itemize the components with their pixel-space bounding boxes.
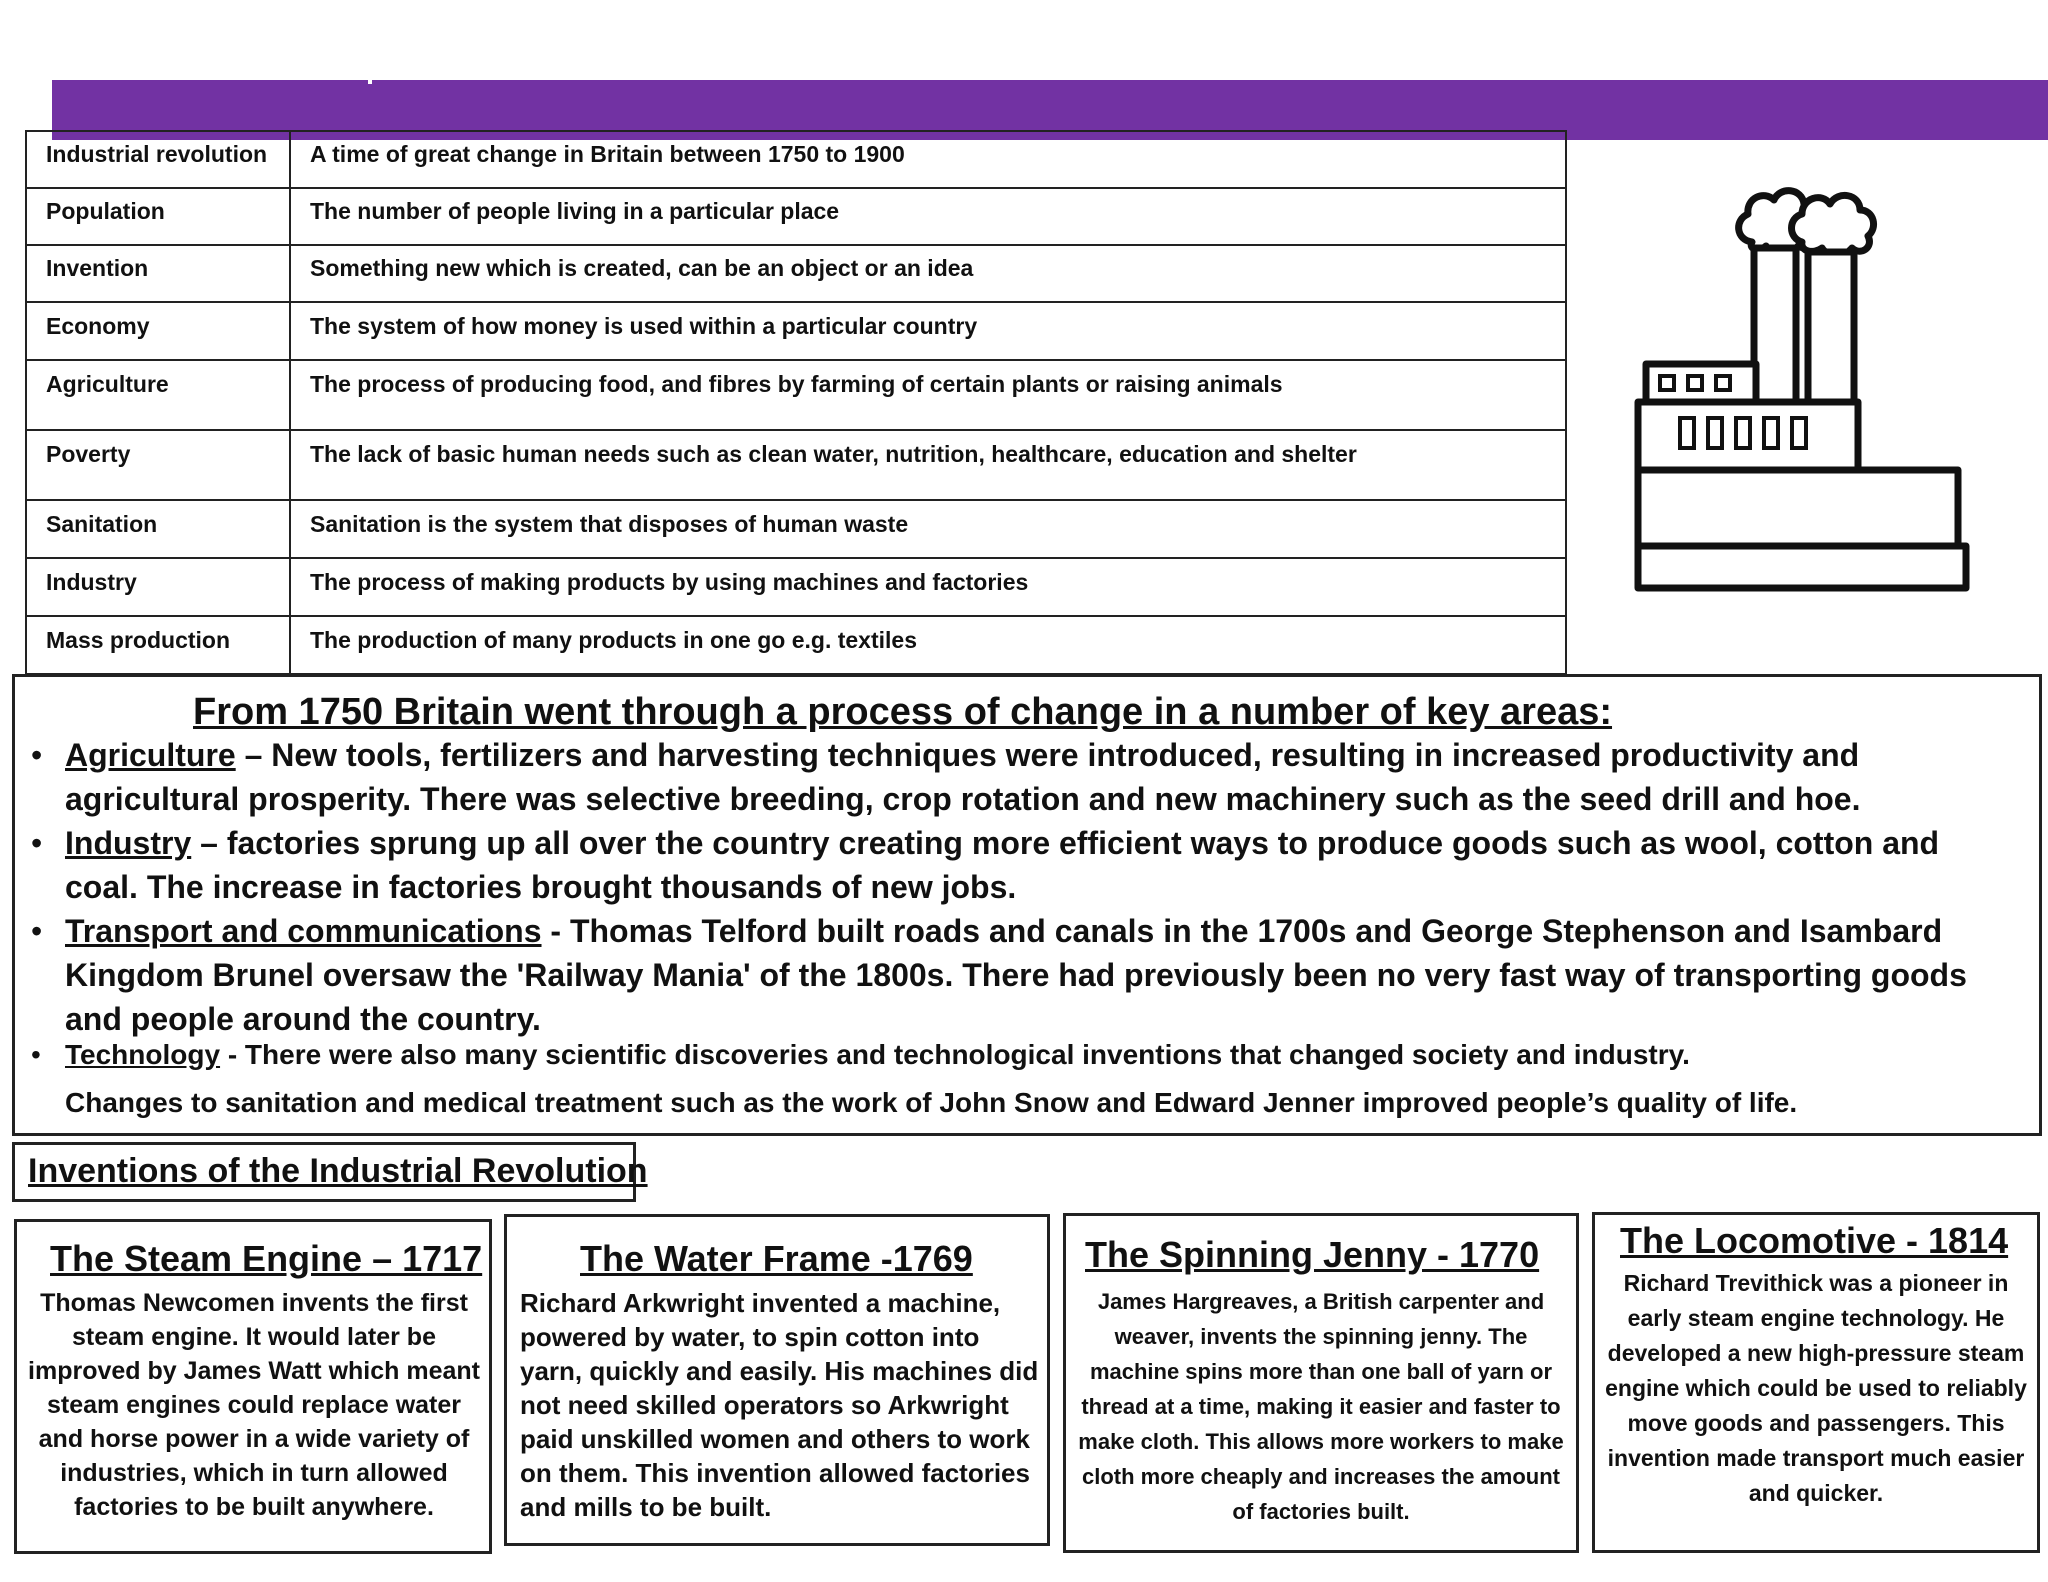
table-row xyxy=(26,245,1566,302)
bullet-text: - Thomas Telford built roads and canals in the 1700s and George Stephenson and Isambard Kingdom Brunel oversaw the 'Railway Mania' of the 1800s. There had previously been no very fast way of transporting goods and people around the country. xyxy=(65,913,1967,1037)
glossary-term: Economy xyxy=(26,302,290,360)
glossary-definition: Sanitation is the system that disposes of human waste xyxy=(290,500,1566,558)
banner-mark xyxy=(368,80,372,84)
glossary-definition: The production of many products in one go e.g. textiles xyxy=(290,616,1566,674)
glossary-definition: The lack of basic human needs such as clean water, nutrition, healthcare, education and shelter xyxy=(290,430,1566,500)
bullet-keyword: Transport and communications xyxy=(65,913,542,949)
table-row xyxy=(26,616,1566,674)
glossary-term: Industry xyxy=(26,558,290,616)
glossary-definition: The system of how money is used within a particular country xyxy=(290,302,1566,360)
invention-card-title: The Spinning Jenny - 1770 xyxy=(1085,1234,1540,1275)
bullet-keyword: Agriculture xyxy=(65,737,236,773)
invention-card-body: Thomas Newcomen invents the first steam engine. It would later be improved by James Watt which meant steam engines could replace water and horse power in a wide variety of industries, which in turn allowed factories to be built anywhere. xyxy=(28,1289,480,1521)
table-row xyxy=(26,131,1566,188)
invention-card-title: The Water Frame -1769 xyxy=(580,1238,973,1279)
key-changes-panel xyxy=(12,674,2042,1136)
glossary-term: Population xyxy=(26,188,290,245)
bullet-keyword: Industry xyxy=(65,825,192,861)
table-row xyxy=(26,188,1566,245)
bullet-text: – factories sprung up all over the country creating more efficient ways to produce goods such as wool, cotton and coal. The increase in factories brought thousands of new jobs. xyxy=(65,825,1940,905)
invention-card-body: James Hargreaves, a British carpenter and weaver, invents the spinning jenny. The machine spins more than one ball of yarn or thread at a time, making it easier and faster to make cloth. This allows more workers to make cloth more cheaply and increases the amount of factories built. xyxy=(1078,1289,1564,1524)
table-row xyxy=(26,360,1566,430)
invention-card-body: Richard Arkwright invented a machine, powered by water, to spin cotton into yarn, quickly and easily. His machines did not need skilled operators so Arkwright paid unskilled women and others to work on them. This invention allowed factories and mills to be built. xyxy=(520,1288,1039,1522)
glossary-term: Sanitation xyxy=(26,500,290,558)
glossary-definition: Something new which is created, can be an object or an idea xyxy=(290,245,1566,302)
list-item xyxy=(65,909,2010,1041)
list-item xyxy=(65,733,2015,821)
glossary-term: Invention xyxy=(26,245,290,302)
glossary-definition: The process of producing food, and fibres by farming of certain plants or raising animals xyxy=(290,360,1566,430)
table-row xyxy=(26,302,1566,360)
factory-icon xyxy=(1630,180,1970,605)
table-row xyxy=(26,430,1566,500)
invention-card-title: The Locomotive - 1814 xyxy=(1620,1220,2009,1261)
inventions-heading: Inventions of the Industrial Revolution xyxy=(28,1152,648,1190)
table-row xyxy=(26,558,1566,616)
glossary-term: Agriculture xyxy=(26,360,290,430)
glossary-term: Poverty xyxy=(26,430,290,500)
glossary-term: Industrial revolution xyxy=(26,131,290,188)
changes-note: Changes to sanitation and medical treatment such as the work of John Snow and Edward Jenner improved people’s quality of life. xyxy=(65,1087,1798,1118)
bullet-text: – New tools, fertilizers and harvesting techniques were introduced, resulting in increased productivity and agricultural prosperity. There was selective breeding, crop rotation and new machinery such as the seed drill and hoe. xyxy=(65,737,1861,817)
list-item xyxy=(65,1035,2025,1075)
bullet-keyword: Technology xyxy=(65,1039,221,1070)
invention-card-title: The Steam Engine – 1717 xyxy=(50,1238,483,1279)
table-row xyxy=(26,500,1566,558)
glossary-term: Mass production xyxy=(26,616,290,674)
invention-card-body: Richard Trevithick was a pioneer in early steam engine technology. He developed a new high-pressure steam engine which could be used to reliably move goods and passengers. This invention made transport much easier and quicker. xyxy=(1605,1270,2027,1506)
bullet-text: - There were also many scientific discoveries and technological inventions that changed society and industry. xyxy=(220,1039,1690,1070)
glossary-definition: A time of great change in Britain between 1750 to 1900 xyxy=(290,131,1566,188)
key-changes-title: From 1750 Britain went through a process of change in a number of key areas: xyxy=(193,691,1613,733)
glossary-definition: The process of making products by using machines and factories xyxy=(290,558,1566,616)
list-item xyxy=(65,821,1965,909)
glossary-table xyxy=(25,130,1567,675)
glossary-definition: The number of people living in a particular place xyxy=(290,188,1566,245)
